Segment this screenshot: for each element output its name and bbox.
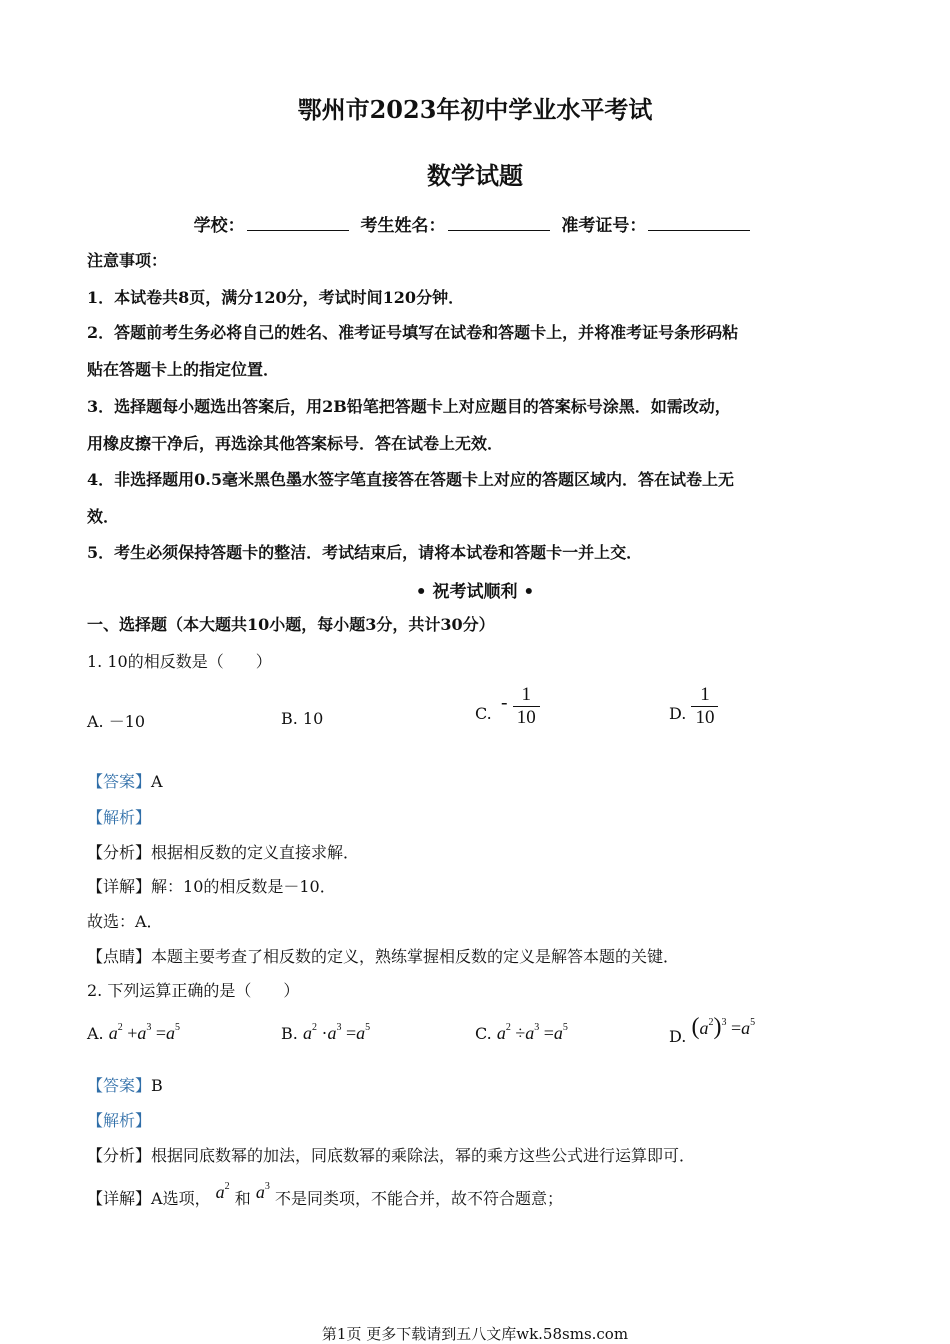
notice-item: 3．选择题每小题选出答案后，用2B铅笔把答题卡上对应题目的答案标号涂黑．如需改动，	[87, 397, 731, 416]
notice-item: 5．考生必须保持答题卡的整洁．考试结束后，请将本试卷和答题卡一并上交．	[87, 543, 643, 562]
q1-option-a: A. －10	[87, 712, 146, 731]
notice-item: 2．答题前考生务必将自己的姓名、准考证号填写在试卷和答题卡上，并将准考证号条形码粘	[87, 323, 739, 342]
name-label: 考生姓名：	[360, 216, 446, 236]
school-label: 学校：	[193, 216, 245, 236]
page-footer: 第1页 更多下载请到五八文库wk.58sms.com	[321, 1325, 629, 1343]
student-info-fields	[0, 211, 950, 236]
q2-option-a: A. $a^2 +a^3 =a^5$	[87, 1022, 181, 1043]
q1-answer: 【答案】A	[87, 772, 163, 791]
q2-xiangjie: 【详解】A选项， $a^2$ 和 $a^3$ 不是同类项，不能合并，故不符合题意；	[87, 1181, 563, 1208]
notice-item: 用橡皮擦干净后，再选涂其他答案标号．答在试卷上无效．	[87, 434, 504, 453]
fraction: $\frac{1}{10}$	[691, 684, 718, 729]
q2-analysis-tag: 【解析】	[87, 1111, 152, 1130]
good-luck-wish: • 祝考试顺利 •	[415, 582, 535, 602]
notice-item: 效．	[87, 507, 120, 526]
school-blank	[247, 212, 349, 231]
fraction: $\frac{1}{10}$	[513, 684, 540, 729]
notice-item: 贴在答题卡上的指定位置．	[87, 360, 280, 379]
section-heading: 一、选择题（本大题共10小题，每小题3分，共计30分）	[87, 615, 495, 634]
q2-answer: 【答案】B	[87, 1076, 163, 1095]
q1-xiangjie: 【详解】解：10的相反数是－10．	[87, 877, 336, 896]
q2-option-b: B. $a^2 \cdot a^3 =a^5$	[281, 1022, 371, 1043]
notice-heading: 注意事项：	[87, 251, 168, 270]
exam-id-blank	[648, 212, 750, 231]
question-2-stem: 2. 下列运算正确的是（ ）	[87, 981, 300, 1000]
notice-item: 1．本试卷共8页，满分120分，考试时间120分钟．	[87, 288, 465, 307]
name-blank	[448, 212, 550, 231]
q1-option-b: B. 10	[281, 709, 324, 728]
q2-option-c: C. $a^2 \div a^3 =a^5$	[475, 1022, 568, 1043]
q1-option-c: C. - $\frac{1}{10}$	[475, 684, 540, 729]
q1-dianjing: 【点睛】本题主要考查了相反数的定义，熟练掌握相反数的定义是解答本题的关键．	[87, 947, 680, 966]
q2-option-d: D. $(a^2)^3 =a^5$	[669, 1014, 756, 1046]
q2-fenxi: 【分析】根据同底数幂的加法，同底数幂的乘除法，幂的乘方这些公式进行运算即可．	[87, 1146, 696, 1165]
exam-title: 鄂州市2023年初中学业水平考试	[297, 95, 653, 124]
exam-id-label: 准考证号：	[561, 216, 647, 236]
q1-fenxi: 【分析】根据相反数的定义直接求解．	[87, 843, 360, 862]
question-1-stem: 1. 10的相反数是（ ）	[87, 652, 272, 671]
q1-choose: 故选：A．	[87, 912, 163, 931]
notice-item: 4．非选择题用0.5毫米黑色墨水签字笔直接答在答题卡上对应的答题区域内．答在试卷上无	[87, 470, 734, 489]
exam-subtitle: 数学试题	[427, 161, 523, 190]
q1-analysis-tag: 【解析】	[87, 808, 152, 827]
q1-option-d: D. $\frac{1}{10}$	[669, 684, 718, 729]
